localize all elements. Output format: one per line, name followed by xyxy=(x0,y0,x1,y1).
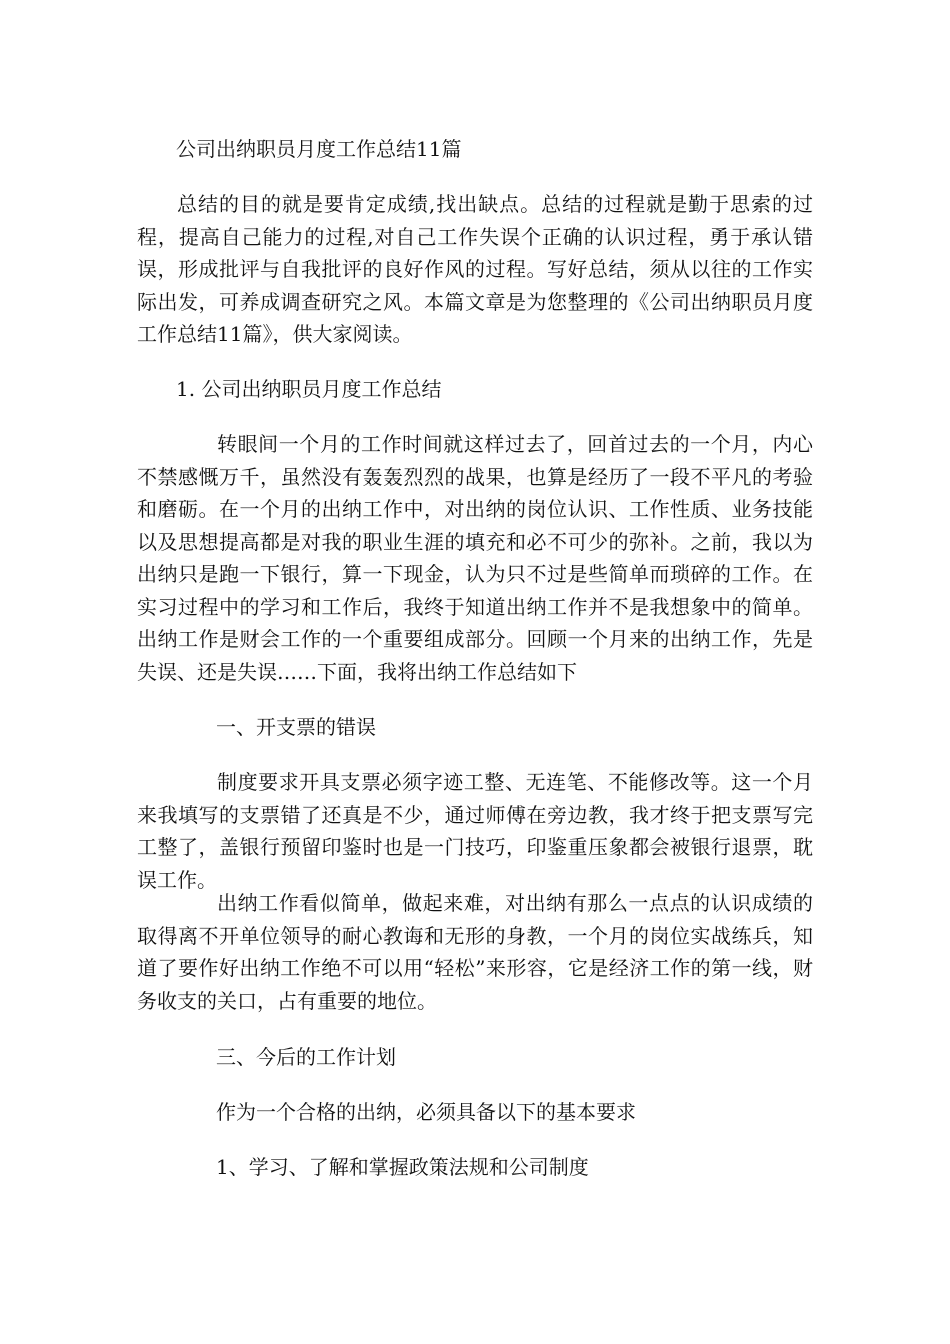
heading-cheque-errors: 一、开支票的错误 xyxy=(216,715,376,739)
intro-paragraph: 总结的目的就是要肯定成绩,找出缺点。总结的过程就是勤于思索的过程，提高自己能力的过程,对自己工作失误个正确的认识过程，勇于承认错误，形成批评与自我批评的良好作风的过程。写好总结，须从以往的工作实际出发，可养成调查研究之风。本篇文章是为您整理的《公司出纳职员月度工作总结11篇》，供大家阅读。 xyxy=(137,192,813,346)
section-1-paragraph: 转眼间一个月的工作时间就这样过去了，回首过去的一个月，内心不禁感慨万千，虽然没有轰轰烈烈的战果，也算是经历了一段不平凡的考验和磨砺。在一个月的出纳工作中，对出纳的岗位认识、工作性质、业务技能以及思想提高都是对我的职业生涯的填充和必不可少的弥补。之前，我以为出纳只是跑一下银行，算一下现金，认为只不过是些简单而琐碎的工作。在实习过程中的学习和工作后，我终于知道出纳工作并不是我想象中的简单。出纳工作是财会工作的一个重要组成部分。回顾一个月来的出纳工作，先是失误、还是失误……下面，我将出纳工作总结如下 xyxy=(137,432,813,684)
heading-future-plan: 三、今后的工作计划 xyxy=(216,1045,396,1069)
summary-paragraph: 出纳工作看似简单，做起来难，对出纳有那么一点点的认识成绩的取得离不开单位领导的耐心教诲和无形的身教，一个月的岗位实战练兵，知道了要作好出纳工作绝不可以用“轻松”来形容，它是经济工作的第一线，财务收支的关口，占有重要的地位。 xyxy=(137,891,813,1013)
cheque-paragraph: 制度要求开具支票必须字迹工整、无连笔、不能修改等。这一个月来我填写的支票错了还真是不少，通过师傅在旁边教，我才终于把支票写完工整了，盖银行预留印鉴时也是一门技巧，印鉴重压象都会被银行退票，耽误工作。 xyxy=(137,770,813,892)
requirements-paragraph: 作为一个合格的出纳，必须具备以下的基本要求 xyxy=(216,1100,636,1124)
section-1-title: 1. 公司出纳职员月度工作总结 xyxy=(176,377,442,401)
requirement-item-1: 1、学习、了解和掌握政策法规和公司制度 xyxy=(216,1155,589,1179)
document-title: 公司出纳职员月度工作总结11篇 xyxy=(176,137,462,161)
